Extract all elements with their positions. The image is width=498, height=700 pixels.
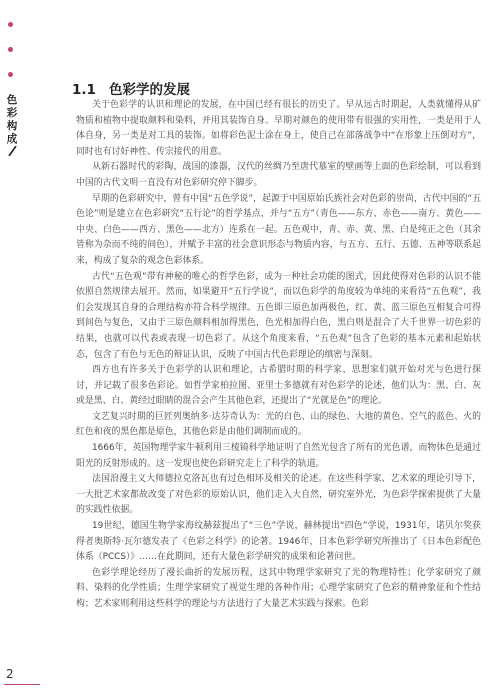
chapter-sidebar bbox=[0, 0, 56, 700]
book-title-vertical bbox=[5, 94, 19, 146]
decorative-dot-3 bbox=[8, 72, 13, 77]
book-title-char: 彩 bbox=[6, 107, 18, 119]
paragraph: 法国浪漫主义大师德拉克洛瓦也有过色相环及相关的论述。在这些科学家、艺术家的理论引导下，一大批艺术家都故改变了对色彩的原始认识，他们走入大自然，研究室外光，为色彩学探索提供了大量的实践性依据。 bbox=[76, 474, 481, 516]
section-number: 1.1 bbox=[72, 82, 96, 98]
paragraph: 19世纪，德国生物学家海纹赫兹提出了“三色”学说，赫林提出“四色”学说，1931年，诺贝尔奖获得者奥斯特·瓦尔德发表了《色彩之科学》的论著。1946年，日本色彩学研究所推出了《日本色彩配色体系（PCCS）》……在此期间，还有大量色彩学研究的成果和论著问世。 bbox=[76, 521, 481, 563]
paragraph: 文艺复兴时期的巨匠列奥纳多·达芬奇认为：光的白色、山的绿色、大地的黄色、空气的蓝色、火的红色和夜的黑色都是原色，其他色彩是由他们调制而成的。 bbox=[76, 411, 481, 438]
decorative-dot-2 bbox=[8, 47, 13, 52]
page-number: 2 bbox=[6, 667, 14, 681]
paragraph: 从新石器时代的彩陶，战国的漆器，汉代的丝绸乃至唐代墓室的壁画等上面的色彩绘制，可以看到中国的古代文明一直没有对色彩研究停下脚步。 bbox=[76, 162, 481, 188]
book-title-char: 色 bbox=[6, 94, 18, 106]
section-title: 色彩学的发展 bbox=[109, 82, 191, 98]
page-number-underline bbox=[4, 684, 40, 685]
paragraph: 色彩学理论经历了漫长曲折的发展历程，这其中物理学家研究了光的物理特性；化学家研究了颜料、染料的化学性质；生理学家研究了视觉生理的各种作用；心理学家研究了色彩的精神象征和个性结构；艺术家则利用这些科学的理论与方法进行了大量艺术实践与探索。色彩 bbox=[76, 567, 481, 609]
paragraph: 早期的色彩研究中，曾有中国“五色学说”，起源于中国原始氏族社会对色彩的崇尚，古代中国的“五色论”则是建立在色彩研究“五行论”的哲学基点，并与“五方”（青色——东方、赤色——南方、黄色——中央、白色——西方、黑色——北方）连系在一起。五色观中，青、赤、黄、黑、白是纯正之色（其余皆称为杂而不纯的间色），并赋予丰富的社会意识形态与物质内容，与五方、五行、五德、五神等联系起来，构成了复杂的观念色彩体系。 bbox=[76, 193, 481, 266]
paragraph: 关于色彩学的认识和理论的发展，在中国已经有很长的历史了。早从远古时期起，人类就懂得从矿物质和植物中提取颜料和染料，并用其装饰自身。早期对颜色的使用带有很强的实用性，一类是用于人体自身，另一类是对工具的装饰。如将彩色泥土涂在身上，使自己在部落战争中“在形象上压倒对方”，同时也有讨好神性、传宗接代的用意。 bbox=[76, 100, 481, 157]
paragraph: 1666年，英国物理学家牛顿利用三棱镜科学地证明了自然光包含了所有的光色谱，而物体色是通过阳光的反射形成的。这一发现也使色彩研究走上了科学的轨道。 bbox=[76, 443, 481, 469]
paragraph: 西方也有许多关于色彩学的认识和理论，古希腊时期的科学家、思想家们就开始对光与色进行探讨，并记载了很多色彩论。如哲学家柏拉图、亚里士多德就有对色彩学的论述，他们认为：黑、白、灰或是黑、白、黄经过眼睛的混合会产生其他色彩，还提出了“光就是色”的理论。 bbox=[76, 365, 481, 407]
slash-mark-icon bbox=[8, 146, 17, 156]
book-title-char: 成 bbox=[6, 133, 18, 145]
section-heading bbox=[72, 78, 472, 98]
book-title-char: 构 bbox=[6, 120, 18, 132]
paragraph: 古代“五色观”带有神秘的唯心的哲学色彩，成为一种社会功能的图式，因此使得对色彩的认识不能依照自然规律去展开。然而，如果避开“五行学说”，而以色彩学的角度较为单纯的来看待“五色观”，我们会发现其自身的合理结构亦符合科学规律。五色即三原色加两极色，红、黄、蓝三原色互相复合可得到间色与复色，又由于三原色颜料相加得黑色，色光相加得白色，黑白则是混合了大千世界一切色彩的结果，也就可以代表或表现一切色彩了。从这个角度来看，“五色观”包含了色彩的基本元素和起始状态，包含了有色与无色的辩证认识，反映了中国古代色彩理论的缜密与深刻。 bbox=[76, 271, 481, 360]
body-text bbox=[76, 98, 481, 613]
decorative-dot-1 bbox=[8, 22, 13, 27]
